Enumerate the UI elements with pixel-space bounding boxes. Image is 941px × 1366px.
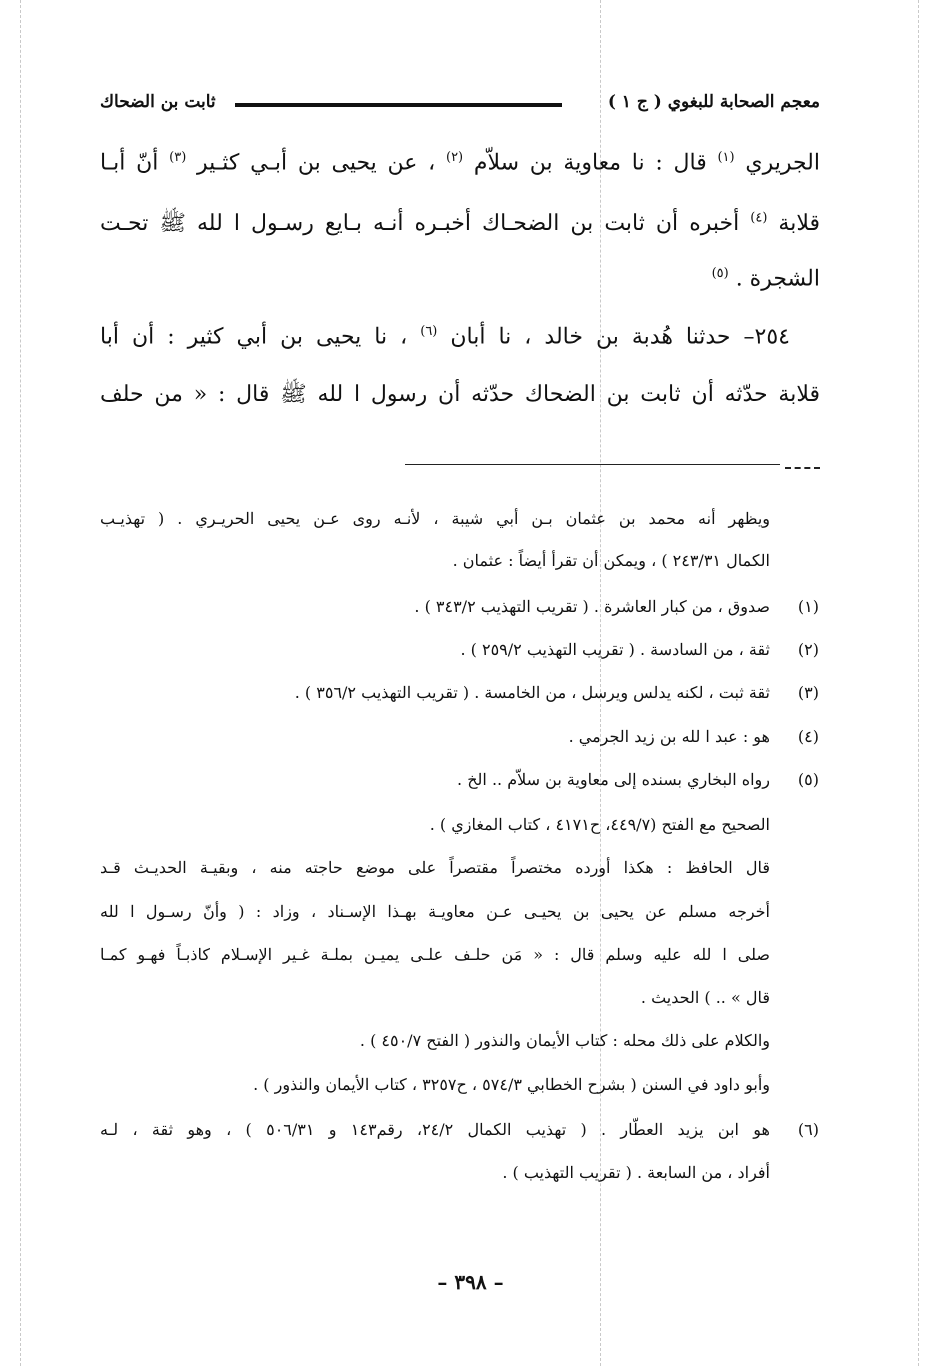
footnote-ref: (٣)	[169, 150, 187, 165]
section-title: ثابت بن الضحاك	[100, 92, 216, 112]
footnote-number-1: (١)	[797, 597, 819, 616]
footnote-ref: (١)	[717, 150, 735, 165]
footnote-6-line-1: هو ابن يزيد العطّار . ( تهذيب الكمال ٢٤/٢، رقم١٤٣ و ٥٠٦/٣١ ) ، وهو ثقة ، لـه	[100, 1120, 770, 1139]
body-line-5: قلابة حدّثه أن ثابت بن الضحاك حدّثه أن رسول ا لله ﷺ قال : « من حلف	[100, 382, 820, 407]
footnote-5-line-6: قال » .. ) الحديث .	[640, 988, 770, 1007]
body-line-4	[100, 324, 790, 349]
footnote-ref: (٦)	[420, 324, 438, 339]
footnote-number-5: (٥)	[797, 770, 819, 789]
footnote-ref: (٤)	[750, 210, 768, 226]
footnote-separator	[405, 464, 780, 465]
footnote-3: ثقة ثبت ، لكنه يدلس ويرسل ، من الخامسة . ( تقريب التهذيب ٣٥٦/٢ ) .	[294, 683, 770, 702]
text-run: ، عن يحيى بن أبـي كثـير	[186, 150, 446, 176]
footnote-6-line-2: أفراد ، من السابعة . ( تقريب التهذيب ) .	[502, 1163, 770, 1182]
footnote-5-line-1: رواه البخاري بسنده إلى معاوية بن سلاّم .. الخ .	[457, 770, 770, 789]
page-number: – ٣٩٨ –	[437, 1270, 504, 1294]
footnote-separator-dash	[785, 467, 820, 469]
text-run: قال : نا معاوية بن سلاّم	[463, 150, 718, 176]
footnote-continuation-1: ويظهر أنه محمد بن عثمان بـن أبي شيبة ، لأنـه روى عـن يحيى الحريـري . ( تهذيـب	[100, 509, 770, 528]
footnote-5-line-2: الصحيح مع الفتح (٤٤٩/٧، ح٤١٧١ ، كتاب المغازي ) .	[429, 815, 770, 834]
body-line-2	[100, 209, 820, 241]
footnote-ref: (٥)	[711, 266, 729, 281]
scan-guide-line	[918, 0, 919, 1366]
text-run: أخبره أن ثابت بن الضحـاك أخبـره أنـه بـايع رسـول ا لله ﷺ تحـت	[100, 211, 751, 236]
footnote-5-line-3: قال الحافظ : هكذا أورده مختصراً مقتصراً على موضع حاجته منه ، وبقيـة الحديـث قـد	[100, 858, 770, 877]
text-run: ٢٥٤– حدثنا هُدبة بن خالد ، نا أبان	[437, 324, 790, 350]
text-run: أنّ أبـا	[100, 150, 170, 176]
footnote-number-6: (٦)	[797, 1120, 819, 1139]
footnote-continuation-2: الكمال ٢٤٣/٣١ ) ، ويمكن أن تقرأ أيضاً : عثمان .	[452, 551, 770, 570]
footnote-5-line-7: والكلام على ذلك محله : كتاب الأيمان والنذور ( الفتح ٤٥٠/٧ ) .	[359, 1031, 770, 1050]
footnote-5-line-4: أخرجه مسلم عن يحيى بن يحيـى عـن معاويـة بهـذا الإسـناد ، وزاد : ( وأنّ رسـول ا لله	[100, 902, 770, 921]
body-line-1	[100, 150, 820, 175]
scan-guide-line	[20, 0, 21, 1366]
footnote-number-3: (٣)	[797, 683, 819, 702]
book-title: معجم الصحابة للبغوي ( ج ١ )	[607, 92, 820, 112]
text-run: الجريري	[734, 150, 820, 176]
footnote-1: صدوق ، من كبار العاشرة . ( تقريب التهذيب ٣٤٣/٢ ) .	[414, 597, 770, 616]
footnote-ref: (٢)	[445, 150, 464, 165]
footnote-5-line-8: وأبو داود في السنن ( بشرح الخطابي ٥٧٤/٣ ، ح٣٢٥٧ ، كتاب الأيمان والنذور ) .	[253, 1075, 770, 1094]
text-run: قلابة	[767, 211, 820, 236]
footnote-number-4: (٤)	[797, 727, 819, 746]
footnote-number-2: (٢)	[797, 640, 819, 659]
text-run: ، نا يحيى بن أبي كثير : أن أبا	[100, 324, 421, 350]
body-line-3	[100, 266, 820, 291]
running-header	[100, 92, 820, 122]
footnote-2: ثقة ، من السادسة . ( تقريب التهذيب ٢٥٩/٢ ) .	[460, 640, 770, 659]
header-rule	[235, 103, 562, 107]
text-run: الشجرة .	[728, 266, 820, 292]
footnote-5-line-5: صلى ا لله عليه وسلم قال : « مَن حلـف علـى يميـن بملـة غـير الإسـلام كاذبـاً فهـو كمـا	[100, 945, 770, 964]
footnote-4: هو : عبد ا لله بن زيد الجرمي .	[568, 727, 770, 746]
